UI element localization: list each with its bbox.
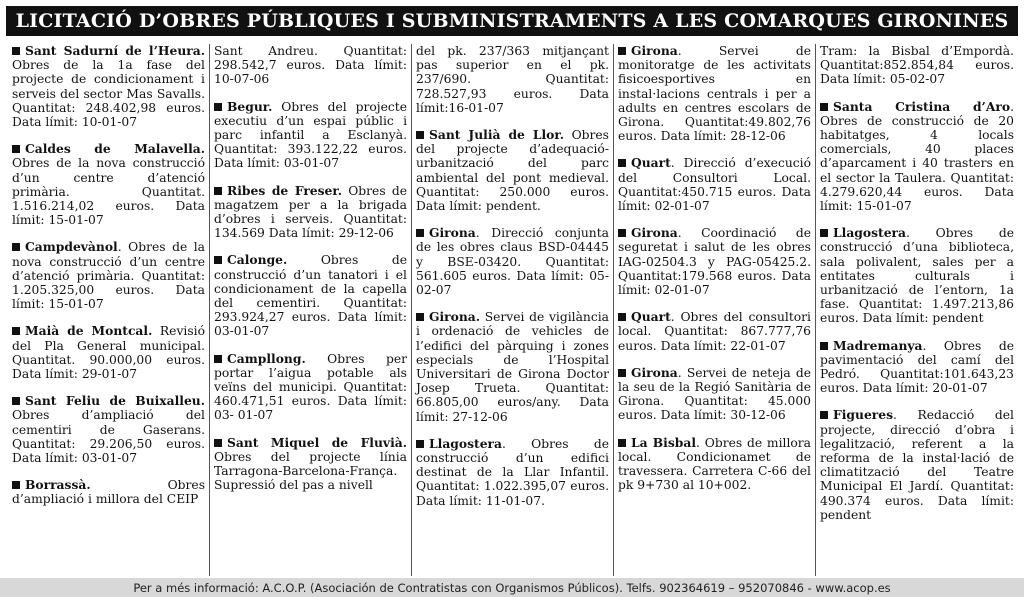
square-bullet-icon [618, 229, 626, 237]
listing-entry [12, 44, 205, 129]
listing-entry [12, 142, 205, 227]
square-bullet-icon [214, 187, 222, 195]
listing-text: Servei de vigilància i ordenació de vehicles de l’edifici del pàrquing i zones especials de l’Hospital Universitari de Girona Doctor Josep Trueta. Quantitat: 66.805,00 euros/any. Data límit: 27-12-06 [416, 310, 609, 424]
listing-text: Obres d’ampliació del cementiri de Gaserans. Quantitat: 29.206,50 euros. Data límit: 03-01-07 [12, 408, 205, 466]
place-name: Santa Cristina d’Aro [833, 98, 1011, 114]
place-name: Girona [631, 225, 678, 241]
listing-entry [820, 408, 1014, 522]
listing-entry [416, 437, 609, 508]
listing-text: Obres de magatzem per a la brigada d’obres i serveis. Quantitat: 134.569 Data límit: 29-12-06 [214, 183, 407, 241]
square-bullet-icon [416, 229, 424, 237]
listing-entry [820, 226, 1014, 325]
listing-text: Tram: la Bisbal d’Empordà. Quantitat:852.854,84 euros. Data límit: 05-02-07 [820, 44, 1014, 87]
square-bullet-icon [820, 411, 828, 419]
place-name: Campdevànol [25, 239, 118, 255]
column-1 [8, 44, 210, 576]
listing-text: . Direcció conjunta de les obres claus BSD-04445 y BSE-03420. Quantitat: 561.605 euros. Data límit: 05-02-07 [416, 226, 609, 298]
listing-text: . Obres de la nova construcció d’un centre d’atenció primària. Quantitat: 1.205.325,00 euros. Data límit: 15-01-07 [12, 240, 205, 312]
square-bullet-icon [618, 439, 626, 447]
place-name: Borrassà. [25, 477, 91, 493]
place-name: Girona [429, 225, 476, 241]
listing-text: Obres del projecte executiu d’un espai públic i parc infantil a Esclanyà. Quantitat: 393.122,22 euros. Data límit: 03-01-07 [214, 99, 407, 171]
listing-text: Obres del projecte d’adequació-urbanització del parc ambiental del pont medieval. Quantitat: 250.000 euros. Data límit: pendent. [416, 128, 609, 214]
place-name: Figueres [833, 407, 893, 423]
square-bullet-icon [214, 103, 222, 111]
square-bullet-icon [618, 313, 626, 321]
square-bullet-icon [820, 229, 828, 237]
listing-text: . Servei de monitoratge de les activitats fisicoesportives en instal·lacions centrals i per a adults en centres escolars de Girona. Quantitat:49.802,76 euros. Data límit: 28-12-06 [618, 44, 811, 144]
listing-text: . Obres del consultori local. Quantitat: 867.777,76 euros. Data límit: 22-01-07 [618, 310, 811, 353]
column-5 [816, 44, 1018, 576]
listing-entry [12, 324, 205, 381]
place-name: Ribes de Freser. [227, 182, 343, 198]
listing-text: . Obres de construcció d’una biblioteca, sala polivalent, sales per a entitates culturals i urbanització de l’entorn, 1a fase. Quantitat: 1.497.213,86 euros. Data límit: pendent [820, 226, 1014, 326]
listing-entry [618, 436, 811, 493]
place-name: Sant Miquel de Fluvià. [227, 434, 407, 450]
listing-entry [618, 156, 811, 213]
listing-entry-continued [416, 44, 609, 115]
footer-contact-info: Per a més informació: A.C.O.P. (Asociación de Contratistas con Organismos Públicos). Telfs. 902364619 – 952070846 - www.acop.es [0, 578, 1024, 597]
place-name: Llagostera [833, 225, 906, 241]
listing-entry [416, 226, 609, 297]
square-bullet-icon [214, 439, 222, 447]
listing-entry [214, 253, 407, 338]
place-name: Girona [631, 364, 678, 380]
listing-text: Obres d’ampliació i millora del CEIP [12, 478, 205, 507]
listing-text: . Obres de millora local. Condicionamet de travessera. Carretera C-66 del pk 9+730 al 10+002. [618, 435, 812, 493]
listing-entry [12, 478, 205, 506]
listing-entry [416, 128, 609, 213]
listing-text: Obres de construcció d’un tanatori i el condicionament de la capella del cementiri. Quantitat: 293.924,27 euros. Data límit: 03-01-07 [214, 253, 407, 339]
listings-columns [8, 44, 1018, 576]
square-bullet-icon [416, 131, 424, 139]
place-name: Llagostera [429, 435, 502, 451]
listing-entry [618, 310, 811, 353]
listing-entry [618, 44, 811, 143]
place-name: Sant Julià de Llor. [429, 127, 564, 143]
column-4 [614, 44, 816, 576]
square-bullet-icon [618, 369, 626, 377]
listing-text: Obres de la nova construcció d’un centre d’atenció primària. Quantitat. 1.516.214,02 euros. Data límit: 15-01-07 [12, 156, 205, 228]
listing-entry [820, 100, 1014, 214]
square-bullet-icon [12, 327, 20, 335]
square-bullet-icon [416, 313, 424, 321]
column-3 [412, 44, 614, 576]
page-title: LICITACIÓ D’OBRES PÚBLIQUES I SUBMINISTRAMENTS A LES COMARQUES GIRONINES [6, 6, 1018, 36]
square-bullet-icon [12, 481, 20, 489]
place-name: Quart [631, 309, 671, 325]
square-bullet-icon [820, 103, 828, 111]
place-name: Sant Sadurní de l’Heura. [25, 44, 205, 58]
square-bullet-icon [12, 397, 20, 405]
square-bullet-icon [12, 145, 20, 153]
listing-text: Obres de la 1a fase del projecte de condicionament i serveis del sector Mas Savalls. Quantitat: 248.402,98 euros. Data límit: 10-01-07 [12, 58, 205, 130]
square-bullet-icon [618, 47, 626, 55]
listing-entry [618, 226, 811, 297]
place-name: La Bisbal [631, 434, 697, 450]
listing-text: . Servei de neteja de la seu de la Regió Sanitària de Girona. Quantitat: 45.000 euros. Data límit: 30-12-06 [618, 365, 811, 423]
place-name: Madremanya [833, 337, 923, 353]
place-name: Calonge. [227, 252, 288, 268]
square-bullet-icon [12, 47, 20, 55]
place-name: Campllong. [227, 350, 306, 366]
column-2 [210, 44, 412, 576]
place-name: Girona. [429, 309, 481, 325]
listing-text: del pk. 237/363 mitjançant pas superior en el pk. 237/690. Quantitat: 728.527,93 euros. Data límit:16-01-07 [416, 44, 609, 115]
listing-text: . Redacció del projecte, direcció d’obra i legalització, referent a la reforma de la instal·lació de climatització del Teatre Municipal El Jardí. Quantitat: 490.374 euros. Data límit: pendent [820, 408, 1014, 522]
listing-entry [416, 310, 609, 424]
place-name: Quart [631, 155, 671, 171]
square-bullet-icon [12, 243, 20, 251]
listing-entry [214, 184, 407, 241]
listing-entry [820, 339, 1014, 396]
listing-text: . Obres de pavimentació del camí del Pedró. Quantitat:101.643,23 euros. Data límit: 20-01-07 [820, 338, 1014, 396]
listing-entry-continued [214, 44, 407, 87]
listing-text: Revisió del Pla General municipal. Quantitat. 90.000,00 euros. Data límit: 29-01-07 [12, 324, 205, 382]
listing-entry-continued [820, 44, 1014, 87]
place-name: Begur. [227, 98, 273, 114]
square-bullet-icon [618, 159, 626, 167]
listing-text: . Obres de construcció d’un edifici destinat de la Llar Infantil. Quantitat: 1.022.395,07 euros. Data límit: 11-01-07. [416, 436, 609, 508]
listing-text: . Direcció d’execució del Consultori Local. Quantitat:450.715 euros. Data límit: 02-01-07 [618, 156, 811, 214]
place-name: Caldes de Malavella. [25, 141, 205, 157]
listing-entry [12, 240, 205, 311]
listing-entry [214, 352, 407, 423]
square-bullet-icon [214, 256, 222, 264]
listing-text: Obres del projecte línia Tarragona-Barcelona-França. Supressió del pas a nivell [214, 449, 407, 493]
place-name: Girona [631, 44, 678, 58]
listing-text: Obres per portar l’aigua potable als veïns del municipi. Quantitat: 460.471,51 euros. Data límit: 03- 01-07 [214, 351, 407, 423]
square-bullet-icon [820, 342, 828, 350]
listing-text: Sant Andreu. Quantitat: 298.542,7 euros. Data límit: 10-07-06 [214, 44, 407, 87]
square-bullet-icon [214, 355, 222, 363]
listing-entry [12, 394, 205, 465]
listing-text: . Coordinació de seguretat i salut de les obres IAG-02504.3 y PAG-05425.2. Quantitat:179.568 euros. Data límit: 02-01-07 [618, 226, 811, 298]
listing-entry [214, 100, 407, 171]
square-bullet-icon [416, 440, 424, 448]
place-name: Maià de Montcal. [25, 323, 153, 339]
listing-entry [214, 436, 407, 493]
listing-entry [618, 366, 811, 423]
place-name: Sant Feliu de Buixalleu. [25, 393, 205, 409]
listing-text: . Obres de construcció de 20 habitatges, 4 locals comercials, 40 places d’aparcament i 40 trasters en el sector la Taulera. Quantitat: 4.279.620,44 euros. Data límit: 15-01-07 [820, 99, 1014, 214]
